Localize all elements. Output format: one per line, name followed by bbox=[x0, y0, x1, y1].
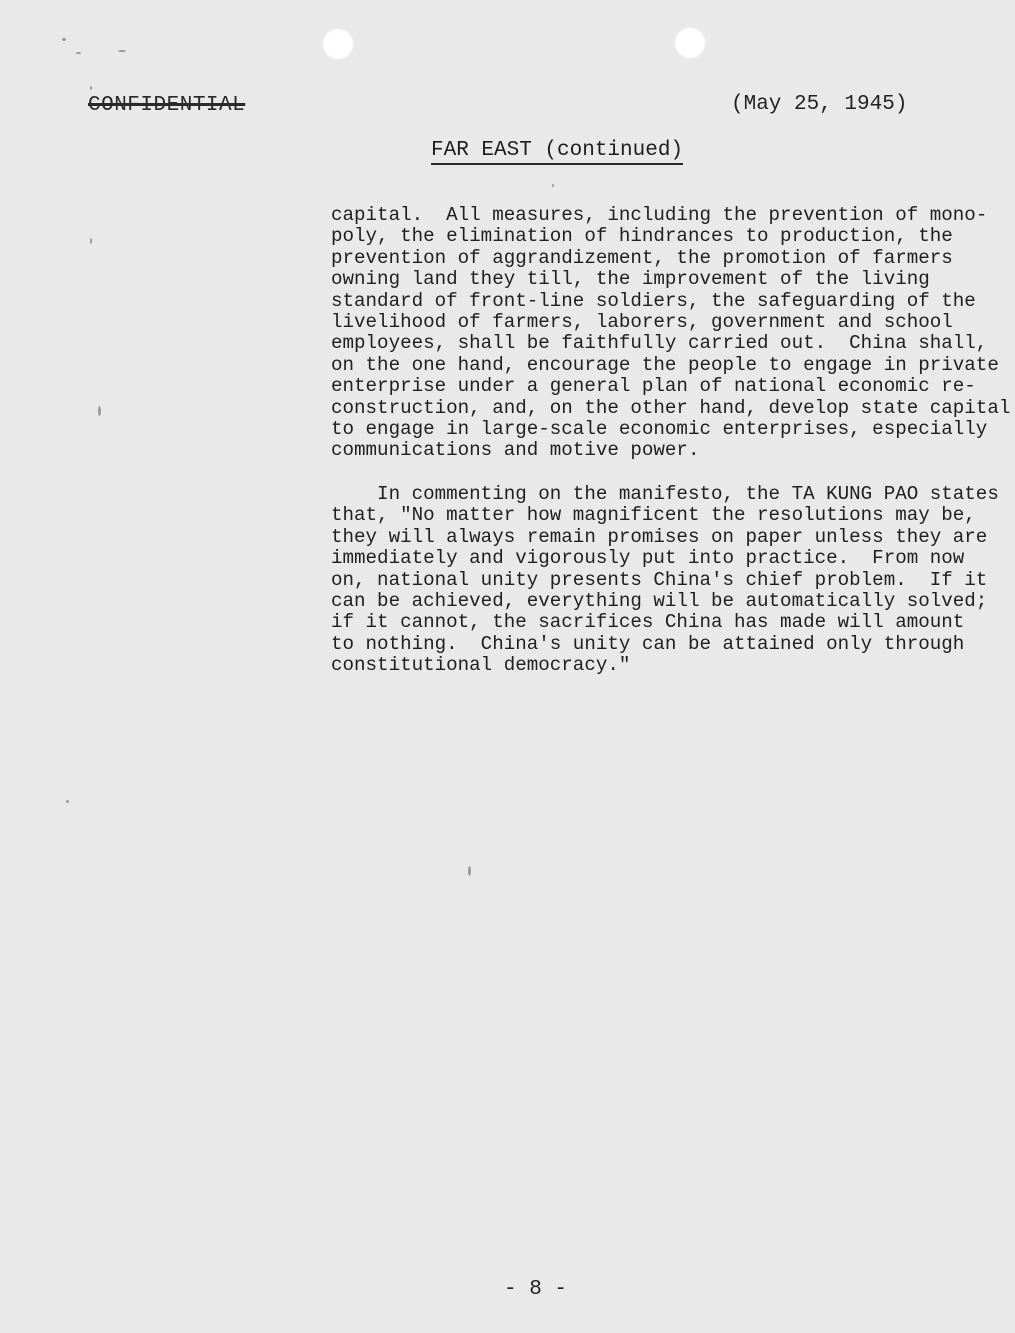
punch-hole-right bbox=[674, 27, 706, 59]
text-line: employees, shall be faithfully carried out. China shall, bbox=[331, 332, 988, 355]
text-line: standard of front-line soldiers, the safeguarding of the bbox=[331, 289, 976, 312]
text-line: capital. All measures, including the prevention of mono- bbox=[331, 204, 988, 226]
text-line: In commenting on the manifesto, the TA KUNG PAO states bbox=[331, 483, 999, 505]
paper-speck bbox=[90, 238, 92, 244]
text-line: owning land they till, the improvement of the living bbox=[331, 268, 930, 291]
paper-speck bbox=[552, 184, 554, 187]
paper-speck bbox=[118, 50, 126, 52]
classification-marking: CONFIDENTIAL bbox=[88, 94, 246, 117]
paper-speck bbox=[76, 52, 81, 54]
paper-speck bbox=[98, 406, 101, 416]
text-line: if it cannot, the sacrifices China has made will amount bbox=[331, 611, 965, 634]
paper-speck bbox=[66, 800, 69, 803]
paper-speck bbox=[90, 86, 92, 90]
text-line: to engage in large-scale economic enterprises, especially bbox=[331, 418, 988, 441]
text-line: construction, and, on the other hand, develop state capital bbox=[331, 396, 1011, 419]
text-line: can be achieved, everything will be automatically solved; bbox=[331, 590, 988, 613]
paragraph-1 bbox=[331, 204, 1011, 462]
page-number: - 8 - bbox=[504, 1278, 568, 1301]
text-line: poly, the elimination of hindrances to production, the bbox=[331, 225, 953, 248]
text-line: communications and motive power. bbox=[331, 439, 700, 462]
text-line: constitutional democracy." bbox=[331, 654, 631, 677]
paper-speck bbox=[62, 38, 66, 41]
text-line: prevention of aggrandizement, the promotion of farmers bbox=[331, 246, 953, 269]
text-line: that, "No matter how magnificent the resolutions may be, bbox=[331, 504, 976, 527]
text-line: they will always remain promises on paper unless they are bbox=[331, 525, 988, 548]
punch-hole-left bbox=[322, 28, 354, 60]
text-line: enterprise under a general plan of national economic re- bbox=[331, 375, 976, 398]
text-line: to nothing. China's unity can be attained only through bbox=[331, 632, 965, 655]
section-title: FAR EAST (continued) bbox=[431, 139, 683, 165]
text-line: on, national unity presents China's chief problem. If it bbox=[331, 568, 988, 591]
paper-speck bbox=[468, 866, 471, 876]
text-line: livelihood of farmers, laborers, government and school bbox=[331, 311, 953, 334]
paragraph-2 bbox=[331, 483, 999, 677]
text-line: immediately and vigorously put into practice. From now bbox=[331, 547, 965, 570]
document-date: (May 25, 1945) bbox=[731, 93, 908, 116]
text-line: on the one hand, encourage the people to engage in private bbox=[331, 353, 999, 376]
